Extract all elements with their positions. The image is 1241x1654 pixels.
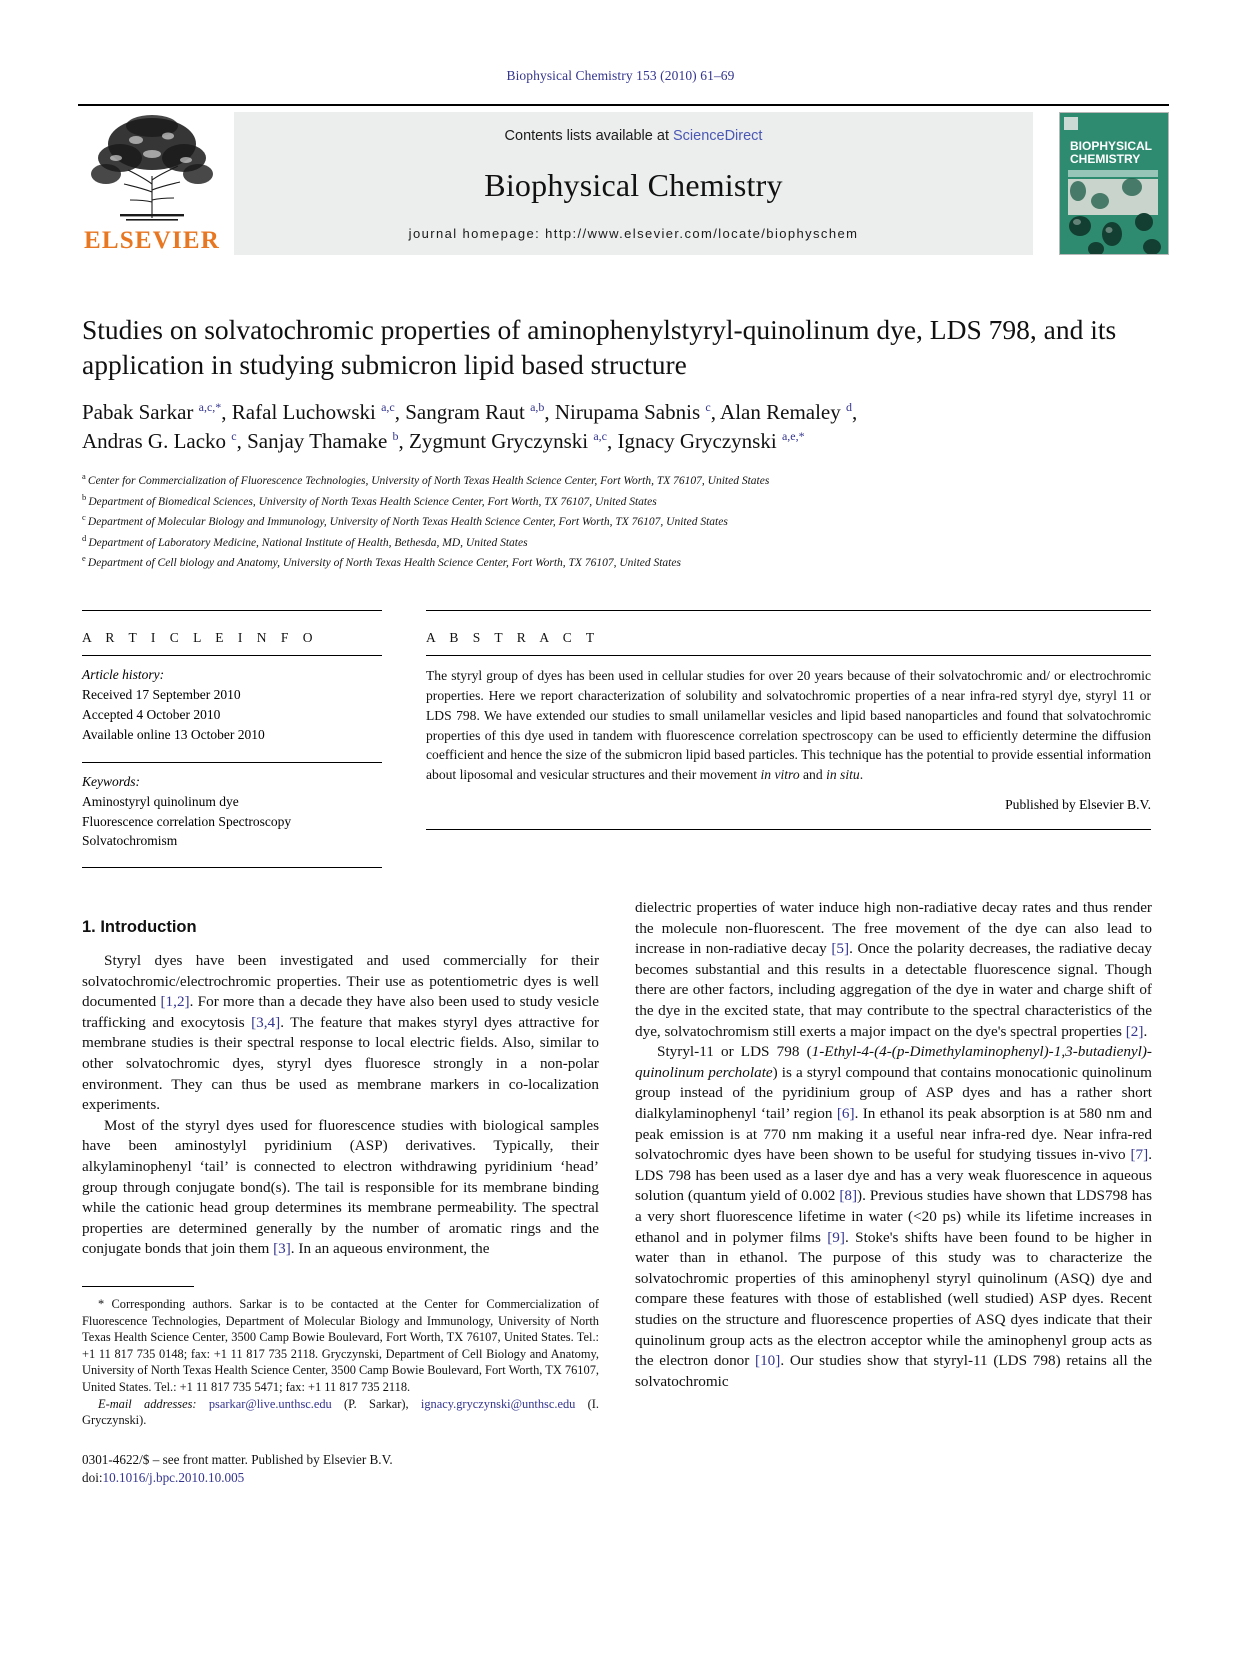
author-affiliation-marker: d — [846, 400, 853, 415]
svg-text:CHEMISTRY: CHEMISTRY — [1070, 152, 1141, 166]
paragraph-text: ) is a styryl compound that contains monocationic quinolinum group instead of the pyridinium group of ASP dyes and has a rather short dialkylaminophenyl ‘tail’ region — [635, 1063, 1152, 1123]
email-addresses-label: E-mail addresses: — [98, 1396, 197, 1411]
affiliation-marker: a — [82, 471, 88, 482]
footnote-rule — [82, 1286, 194, 1287]
affiliation-item — [82, 511, 1151, 531]
article-info-heading: A R T I C L E I N F O — [82, 630, 319, 646]
author-list — [82, 398, 1151, 456]
elsevier-tree-icon — [86, 114, 218, 226]
affiliation-text: Department of Molecular Biology and Immunology, University of North Texas Health Science Center, Fort Worth, TX 76107, United States — [87, 515, 728, 528]
paragraph-text: ). Previous studies have shown that LDS798 has a very short fluorescence lifetime in water (<20 ps) while its lifetime increases in ethanol and in polymer films — [635, 1187, 1152, 1246]
paragraph-text: dielectric properties of water induce high non-radiative decay rates and thus render the molecule non-fluorescent. The free movement of the dye can also lead to increase in non-radiative decay — [635, 899, 1152, 958]
author-name: Pabak Sarkar — [82, 400, 199, 425]
doi-link[interactable]: 10.1016/j.bpc.2010.10.005 — [102, 1470, 245, 1486]
email-owner-gryczynski: (I. Gryczynski). — [82, 1396, 599, 1428]
article-history-label: Article history: — [82, 667, 165, 683]
copyright-block — [82, 1451, 599, 1488]
title-block — [82, 313, 1151, 572]
paragraph-text: Styryl dyes have been investigated and used commercially for their solvatochromic/electrochromic properties. Their use as potentiometric dyes is well documented — [82, 952, 599, 1011]
author-affiliation-marker: a,b — [530, 400, 545, 415]
paper-title: Studies on solvatochromic properties of aminophenylstyryl-quinolinum dye, LDS 798, and its application in studying submicron lipid based structure — [82, 314, 1117, 380]
footnote-star: * — [98, 1297, 105, 1312]
author-separator: , — [236, 429, 248, 454]
abstract-body — [426, 666, 1151, 784]
affiliation-text: Department of Laboratory Medicine, National Institute of Health, Bethesda, MD, United States — [88, 536, 528, 549]
abstract-text-main: The styryl group of dyes has been used in cellular studies for over 20 years because of their solvatochromic and/ or electrochromic properties. Here we report characterization of solubility and solvatochromic properties of a near infra-red styryl dye, styryl 11 or LDS 798. We have extended our studies to small unilamellar vesicles and lipid based nanoparticles and found that solvatochromic properties of this dye used in tandem with fluorescence correlation spectroscopy can be used to efficiently determine the diffusion coefficient and hence the size of the submicron lipid based particles. This technique has the potential to provide essential information about liposomal and vesicular structures and their movement — [426, 668, 1151, 782]
corresponding-author-footnote — [82, 1296, 599, 1429]
abstract-text-and: and — [799, 767, 827, 782]
contents-available-line — [505, 128, 763, 144]
author-affiliation-marker: a,e,* — [781, 429, 805, 444]
paragraph-text: . Once the polarity decreases, the radiative decay becomes substantial and this results in a detectable fluorescence signal. Though there are other factors, including aggregation of the dye in water and charge shift of the dye in the excited state, that may contribute to the spectral characteristics of the dye, solvatochromism still exerts a major impact on the dye's spectral properties — [635, 940, 1153, 1040]
affiliation-marker: e — [82, 553, 88, 564]
citation-link[interactable]: [8] — [839, 1187, 858, 1205]
paragraph-text: . The feature that makes styryl dyes attractive for membrane studies is their spectral response to local electric fields. Also, similar to other solvatochromic dyes, styryl dyes fluoresce strongly in a non-polar environment. They can thus be used as membrane markers in co-localization experiments. — [82, 1013, 599, 1114]
journal-cover-thumbnail — [1059, 112, 1169, 255]
chemical-name-italic: 1-Ethyl-4-(4-(p-Dimethylaminophenyl)-1,3-butadienyl)-quinolinum percholate — [635, 1043, 1152, 1081]
body-paragraph — [635, 898, 1152, 1042]
abstract-publisher-line: Published by Elsevier B.V. — [1005, 796, 1151, 812]
journal-banner — [78, 104, 1169, 255]
email-owner-sarkar: (P. Sarkar), — [331, 1396, 409, 1411]
author-affiliation-marker: a,c — [593, 429, 607, 444]
affiliation-text: Department of Biomedical Sciences, University of North Texas Health Science Center, Fort Worth, TX 76107, United States — [88, 495, 657, 508]
affiliation-text: Department of Cell biology and Anatomy, University of North Texas Health Science Center, Fort Worth, TX 76107, United States — [87, 556, 681, 569]
keyword-item: Solvatochromism — [82, 833, 178, 849]
keywords-rule — [82, 762, 382, 763]
abstract-heading: A B S T R A C T — [426, 630, 600, 646]
paragraph-text: . For more than a decade they have also been used to study vesicle trafficking and exocytosis — [82, 993, 599, 1031]
journal-title: Biophysical Chemistry — [484, 166, 783, 203]
affiliation-marker: b — [82, 491, 89, 502]
right-column — [635, 898, 1152, 1488]
paragraph-text: . — [1143, 1022, 1148, 1040]
citation-link[interactable]: [6] — [836, 1105, 855, 1123]
author-name: Sangram Raut — [405, 400, 531, 425]
author-separator: , — [394, 400, 406, 425]
article-info-heading-rule — [82, 655, 382, 656]
introduction-heading: 1. Introduction — [82, 918, 197, 937]
journal-cover-art — [1060, 113, 1166, 254]
citation-link[interactable]: [2] — [1125, 1022, 1144, 1040]
left-column-paragraphs — [82, 951, 599, 1260]
available-online-date: Available online 13 October 2010 — [82, 726, 265, 742]
affiliation-text: Center for Commercialization of Fluorescence Technologies, University of North Texas Health Science Center, Fort Worth, TX 76107, United States — [87, 475, 770, 488]
abstract-column — [426, 610, 1151, 868]
author-affiliation-marker: c — [231, 429, 237, 444]
keywords-label: Keywords: — [82, 774, 140, 790]
abstract-italic-in-situ: in situ — [826, 767, 860, 782]
banner-center — [234, 112, 1033, 255]
received-date: Received 17 September 2010 — [82, 687, 241, 703]
elsevier-logo — [78, 112, 226, 255]
paragraph-text: Styryl-11 or LDS 798 ( — [657, 1043, 812, 1061]
citation-link[interactable]: [7] — [1130, 1146, 1149, 1164]
article-info-column — [82, 610, 382, 868]
citation-link[interactable]: [10] — [755, 1352, 781, 1370]
paragraph-text: Most of the styryl dyes used for fluorescence studies with biological samples have been aminostylyl pyridinium (ASP) derivatives. Typically, their alkylaminophenyl ‘tail’ is connected to electron withdrawing pyridinium ‘head’ group through conjugate bond(s). The tail is responsible for its membrane binding while the cationic head group determines its membrane permeability. The spectral properties are determined generally by the number of aromatic rings and the conjugate bonds that join them — [82, 1116, 599, 1258]
author-separator: , — [221, 400, 232, 425]
abstract-top-rule — [426, 610, 1151, 611]
article-history-group — [82, 665, 382, 744]
body-columns — [82, 898, 1151, 1488]
author-affiliation-marker: a,c,* — [198, 400, 222, 415]
paragraph-text: . In an aqueous environment, the — [290, 1240, 490, 1258]
author-separator: , — [398, 429, 410, 454]
author-affiliation-marker: a,c — [381, 400, 395, 415]
author-affiliation-marker: b — [392, 429, 399, 444]
author-separator: , — [544, 400, 555, 425]
paragraph-text: . Our studies show that styryl-11 (LDS 798) retains all the solvatochromic — [635, 1352, 1152, 1390]
author-separator: , — [710, 400, 721, 425]
author-name: Nirupama Sabnis — [554, 400, 706, 425]
article-info-bottom-rule — [82, 867, 382, 868]
body-paragraph — [635, 1042, 1152, 1392]
paragraph-text: . In ethanol its peak absorption is at 580 nm and peak emission is at 770 nm making it a useful near infra-red dye. Near infra-red solvatochromic dyes have been shown to be useful for studying tissues in-vivo — [635, 1105, 1152, 1164]
paragraph-text: . LDS 798 has been used as a laser dye and has a very weak fluorescence in aqueous solution (quantum yield of 0.002 — [635, 1146, 1152, 1205]
affiliation-list — [82, 470, 1151, 572]
citation-link[interactable]: [1,2] — [160, 993, 190, 1011]
corresponding-author-star: * — [798, 429, 805, 444]
info-abstract-region — [82, 610, 1151, 868]
author-name: Andras G. Lacko — [82, 429, 232, 454]
contents-prefix-text: Contents lists available at — [504, 128, 673, 144]
sciencedirect-link[interactable]: ScienceDirect — [673, 128, 763, 144]
paragraph-text: . Stoke's shifts have been found to be higher in water than in ethanol. The purpose of this study was to characterize the solvatochromic properties of this aminophenyl styryl quinolinum (ASQ) dye and compare these features with those of established (well studied) ASP dyes. Recent studies on the structure and fluorescence properties of ASQ dyes indicate that their quinolinum group acts as the electron acceptor while the aminophenyl group acts as the electron donor — [635, 1228, 1152, 1370]
svg-text:BIOPHYSICAL: BIOPHYSICAL — [1070, 139, 1153, 153]
affiliation-item — [82, 532, 1151, 552]
email-link-sarkar[interactable]: psarkar@live.unthsc.edu — [208, 1396, 332, 1411]
article-info-top-rule — [82, 610, 382, 611]
author-name: Rafal Luchowski — [231, 400, 382, 425]
accepted-date: Accepted 4 October 2010 — [82, 706, 221, 722]
author-separator: , — [852, 400, 858, 425]
author-name: Sanjay Thamake — [247, 429, 393, 454]
corresponding-author-star: * — [215, 400, 222, 415]
doi-prefix: doi: — [82, 1470, 103, 1486]
running-head: Biophysical Chemistry 153 (2010) 61–69 — [506, 68, 735, 83]
right-column-paragraphs — [635, 898, 1152, 1392]
affiliation-item — [82, 491, 1151, 511]
keyword-item: Aminostyryl quinolinum dye — [82, 794, 239, 809]
author-name: Ignacy Gryczynski — [617, 429, 782, 454]
author-name: Zygmunt Gryczynski — [409, 429, 594, 454]
author-name: Alan Remaley — [720, 400, 847, 425]
body-paragraph — [82, 1116, 599, 1260]
footnote-text: Corresponding authors. Sarkar is to be contacted at the Center for Commercialization of Fluorescence Technologies, Department of Molecular Biology and Immunology, University of North Texas Health Science Center, 3500 Camp Bowie Boulevard, Fort Worth, TX 76107, United States. Tel.: +1 11 817 735 0148; fax: +1 11 817 735 2118. Gryczynski, Department of Cell Biology and Anatomy, University of North Texas Health Science Center, 3500 Camp Bowie Boulevard, Fort Worth, TX 76107, United States. Tel.: +1 11 817 735 5471; fax: +1 11 817 735 2118. — [82, 1297, 599, 1395]
abstract-text-period: . — [859, 767, 864, 782]
citation-link[interactable]: [5] — [831, 940, 850, 958]
left-column — [82, 898, 599, 1488]
doi-line — [82, 1469, 599, 1487]
elsevier-wordmark: ELSEVIER — [83, 227, 221, 254]
front-matter-line: 0301-4622/$ – see front matter. Published by Elsevier B.V. — [82, 1451, 393, 1467]
abstract-heading-rule — [426, 655, 1151, 656]
abstract-italic-in-vitro: in vitro — [760, 767, 800, 782]
email-link-gryczynski[interactable]: ignacy.gryczynski@unthsc.edu — [420, 1396, 576, 1411]
abstract-bottom-rule — [426, 829, 1151, 830]
banner-top-rule — [78, 104, 1169, 106]
keywords-group — [82, 772, 382, 851]
citation-link[interactable]: [3,4] — [251, 1013, 281, 1031]
journal-homepage-link[interactable]: journal homepage: http://www.elsevier.com/locate/biophyschem — [408, 226, 859, 241]
affiliation-marker: c — [82, 512, 88, 523]
citation-link[interactable]: [9] — [827, 1228, 845, 1246]
affiliation-marker: d — [82, 532, 89, 543]
affiliation-item — [82, 470, 1151, 490]
keyword-item: Fluorescence correlation Spectroscopy — [82, 813, 292, 829]
affiliation-item — [82, 552, 1151, 572]
author-affiliation-marker: c — [705, 400, 711, 415]
body-paragraph — [82, 951, 599, 1116]
citation-link[interactable]: [3] — [273, 1240, 291, 1258]
author-separator: , — [607, 429, 618, 454]
